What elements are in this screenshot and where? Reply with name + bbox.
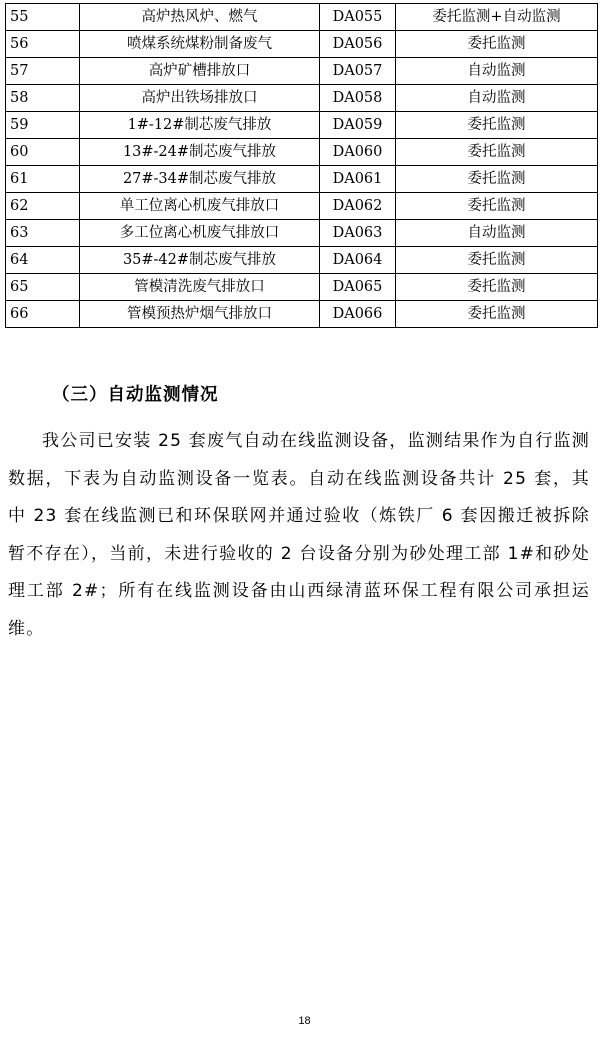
outlet-name: 喷煤系统煤粉制备废气	[80, 31, 320, 58]
outlet-code: DA060	[320, 139, 396, 166]
monitoring-mode: 委托监测	[396, 301, 598, 328]
monitoring-mode: 自动监测	[396, 58, 598, 85]
outlet-code: DA056	[320, 31, 396, 58]
table-row	[6, 112, 598, 139]
row-number: 55	[6, 4, 80, 31]
table-row	[6, 4, 598, 31]
outlet-code: DA063	[320, 220, 396, 247]
outlet-name: 27#-34#制芯废气排放	[80, 166, 320, 193]
table-row	[6, 247, 598, 274]
outlet-name: 1#-12#制芯废气排放	[80, 112, 320, 139]
monitoring-mode: 委托监测	[396, 112, 598, 139]
outlet-code: DA059	[320, 112, 396, 139]
body-paragraph: 我公司已安装 25 套废气自动在线监测设备，监测结果作为自行监测数据，下表为自动监测设备一览表。自动在线监测设备共计 25 套，其中 23 套在线监测已和环保联网并通过验收（炼铁厂 6 套因搬迁被拆除暂不存在），当前，未进行验收的 2 台设备分别为砂处理工部 1#和砂处理工部 2#；所有在线监测设备由山西绿清蓝环保工程有限公司承担运维。	[8, 431, 590, 639]
outlet-name: 13#-24#制芯废气排放	[80, 139, 320, 166]
table-row	[6, 166, 598, 193]
outlet-name: 高炉热风炉、燃气	[80, 4, 320, 31]
outlet-code: DA065	[320, 274, 396, 301]
row-number: 63	[6, 220, 80, 247]
outlet-code: DA057	[320, 58, 396, 85]
row-number: 56	[6, 31, 80, 58]
page-number: 18	[298, 1015, 311, 1027]
outlet-code: DA064	[320, 247, 396, 274]
table-row	[6, 220, 598, 247]
row-number: 60	[6, 139, 80, 166]
monitoring-mode: 委托监测+自动监测	[396, 4, 598, 31]
row-number: 66	[6, 301, 80, 328]
monitoring-mode: 委托监测	[396, 247, 598, 274]
outlet-name: 多工位离心机废气排放口	[80, 220, 320, 247]
monitoring-mode: 委托监测	[396, 31, 598, 58]
outlet-code: DA055	[320, 4, 396, 31]
row-number: 58	[6, 85, 80, 112]
row-number: 59	[6, 112, 80, 139]
outlet-name: 管模清洗废气排放口	[80, 274, 320, 301]
table-row	[6, 31, 598, 58]
table-row	[6, 193, 598, 220]
table-row	[6, 85, 598, 112]
outlet-name: 管模预热炉烟气排放口	[80, 301, 320, 328]
table-row	[6, 301, 598, 328]
monitoring-mode: 委托监测	[396, 193, 598, 220]
table-row	[6, 139, 598, 166]
outlet-name: 高炉出铁场排放口	[80, 85, 320, 112]
monitoring-mode: 委托监测	[396, 274, 598, 301]
outlet-code: DA058	[320, 85, 396, 112]
outlet-name: 高炉矿槽排放口	[80, 58, 320, 85]
monitoring-mode: 委托监测	[396, 166, 598, 193]
row-number: 65	[6, 274, 80, 301]
row-number: 57	[6, 58, 80, 85]
table-row	[6, 274, 598, 301]
outlet-name: 单工位离心机废气排放口	[80, 193, 320, 220]
outlet-code: DA061	[320, 166, 396, 193]
monitoring-mode: 自动监测	[396, 85, 598, 112]
section-heading: （三）自动监测情况	[52, 385, 219, 405]
row-number: 62	[6, 193, 80, 220]
monitoring-points-table	[5, 3, 598, 328]
outlet-name: 35#-42#制芯废气排放	[80, 247, 320, 274]
outlet-code: DA066	[320, 301, 396, 328]
outlet-code: DA062	[320, 193, 396, 220]
monitoring-mode: 委托监测	[396, 139, 598, 166]
row-number: 64	[6, 247, 80, 274]
monitoring-mode: 自动监测	[396, 220, 598, 247]
table-row	[6, 58, 598, 85]
row-number: 61	[6, 166, 80, 193]
